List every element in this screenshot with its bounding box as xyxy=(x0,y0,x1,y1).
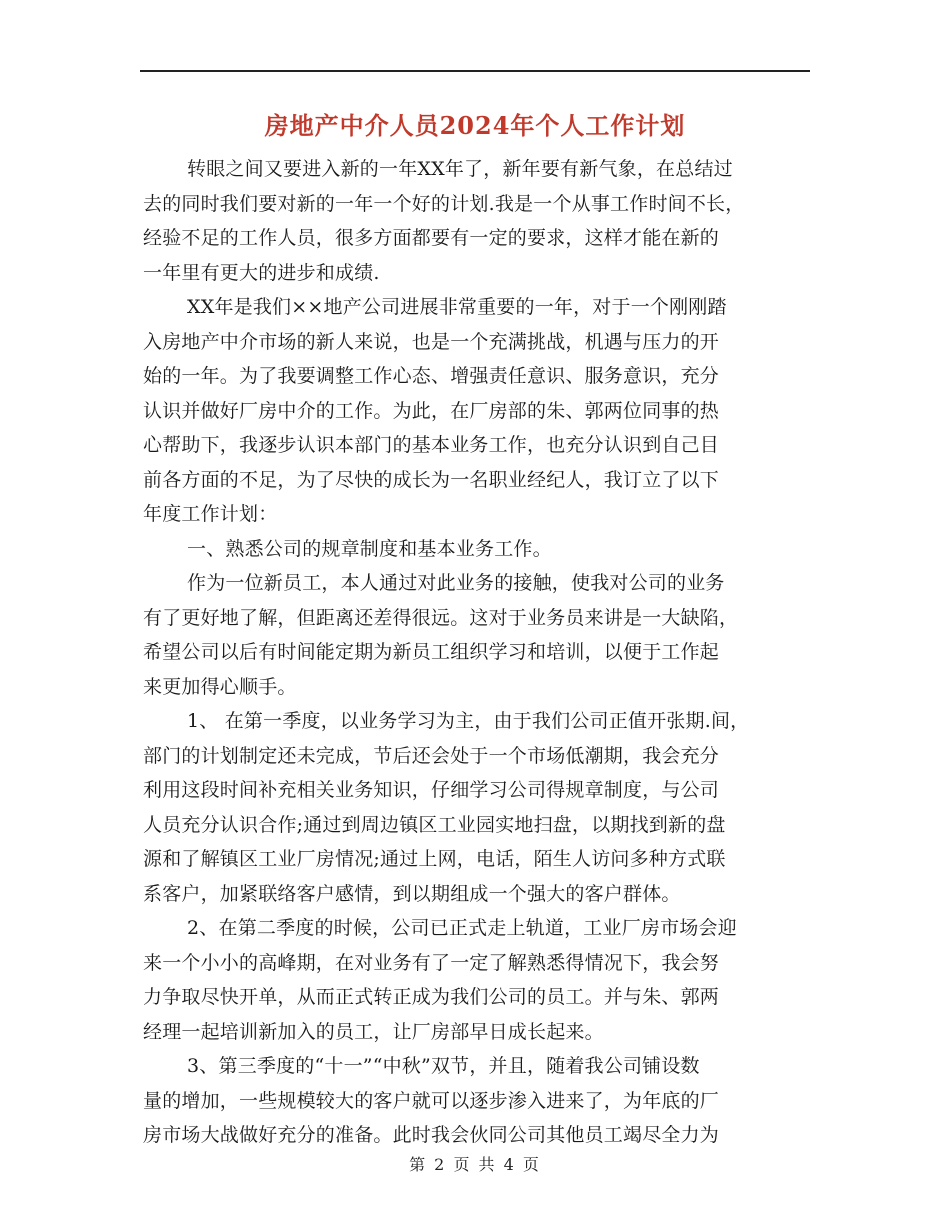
text-line: 希望公司以后有时间能定期为新员工组织学习和培训，以便于工作起 xyxy=(143,641,720,663)
text-line: 有了更好地了解，但距离还差得很远。这对于业务员来讲是一大缺陷， xyxy=(143,606,739,629)
text-line: 房市场大战做好充分的准备。此时我会伙同公司其他员工竭尽全力为 xyxy=(143,1124,720,1146)
text-line: 作为一位新员工，本人通过对此业务的接触，使我对公司的业务 xyxy=(187,572,725,594)
text-line: XX年是我们××地产公司进展非常重要的一年，对于一个刚刚踏 xyxy=(187,296,727,318)
text-line: 经验不足的工作人员，很多方面都要有一定的要求，这样才能在新的 xyxy=(143,227,720,249)
text-line: 始的一年。为了我要调整工作心态、增强责任意识、服务意识，充分 xyxy=(143,365,720,387)
text-line: 利用这段时间补充相关业务知识，仔细学习公司得规章制度，与公司 xyxy=(143,779,720,801)
text-line: 转眼之间又要进入新的一年XX年了，新年要有新气象，在总结过 xyxy=(187,158,733,180)
text-line: 认识并做好厂房中介的工作。为此，在厂房部的朱、郭两位同事的热 xyxy=(143,399,720,422)
text-line: 前各方面的不足，为了尽快的成长为一名职业经纪人，我订立了以下 xyxy=(143,468,720,491)
header-rule xyxy=(140,70,810,72)
page-footer: 第 2 页 共 4 页 xyxy=(409,1155,541,1174)
text-line: 心帮助下，我逐步认识本部门的基本业务工作，也充分认识到自己目 xyxy=(143,434,720,456)
text-line: 去的同时我们要对新的一年一个好的计划.我是一个从事工作时间不长， xyxy=(143,192,745,215)
section-heading: 一、熟悉公司的规章制度和基本业务工作。 xyxy=(187,537,552,560)
text-line: 人员充分认识合作;通过到周边镇区工业园实地扫盘，以期找到新的盘 xyxy=(143,813,726,836)
text-line: 来更加得心顺手。 xyxy=(143,675,297,698)
text-line: 力争取尽快开单，从而正式转正成为我们公司的员工。并与朱、郭两 xyxy=(143,986,720,1008)
text-line: 3、第三季度的“十一”“中秋”双节，并且，随着我公司铺设数 xyxy=(187,1055,700,1077)
text-line: 来一个小小的高峰期，在对业务有了一定了解熟悉得情况下，我会努 xyxy=(143,951,720,974)
text-line: 2、在第二季度的时候，公司已正式走上轨道，工业厂房市场会迎 xyxy=(187,917,737,939)
document-title: 房地产中介人员2024年个人工作计划 xyxy=(264,111,686,140)
text-line: 部门的计划制定还未完成，节后还会处于一个市场低潮期，我会充分 xyxy=(143,744,720,767)
text-line: 1、 在第一季度，以业务学习为主，由于我们公司正值开张期.间， xyxy=(187,710,750,732)
text-line: 年度工作计划： xyxy=(143,503,278,525)
text-line: 系客户，加紧联络客户感情，到以期组成一个强大的客户群体。 xyxy=(143,882,681,905)
text-line: 一年里有更大的进步和成绩. xyxy=(143,261,380,284)
text-line: 经理一起培训新加入的员工，让厂房部早日成长起来。 xyxy=(143,1020,604,1043)
text-line: 源和了解镇区工业厂房情况;通过上网，电话，陌生人访问多种方式联 xyxy=(143,848,726,870)
text-line: 量的增加，一些规模较大的客户就可以逐步渗入进来了，为年底的厂 xyxy=(143,1089,720,1112)
document-body xyxy=(143,152,809,1153)
text-line: 入房地产中介市场的新人来说，也是一个充满挑战，机遇与压力的开 xyxy=(143,330,720,353)
